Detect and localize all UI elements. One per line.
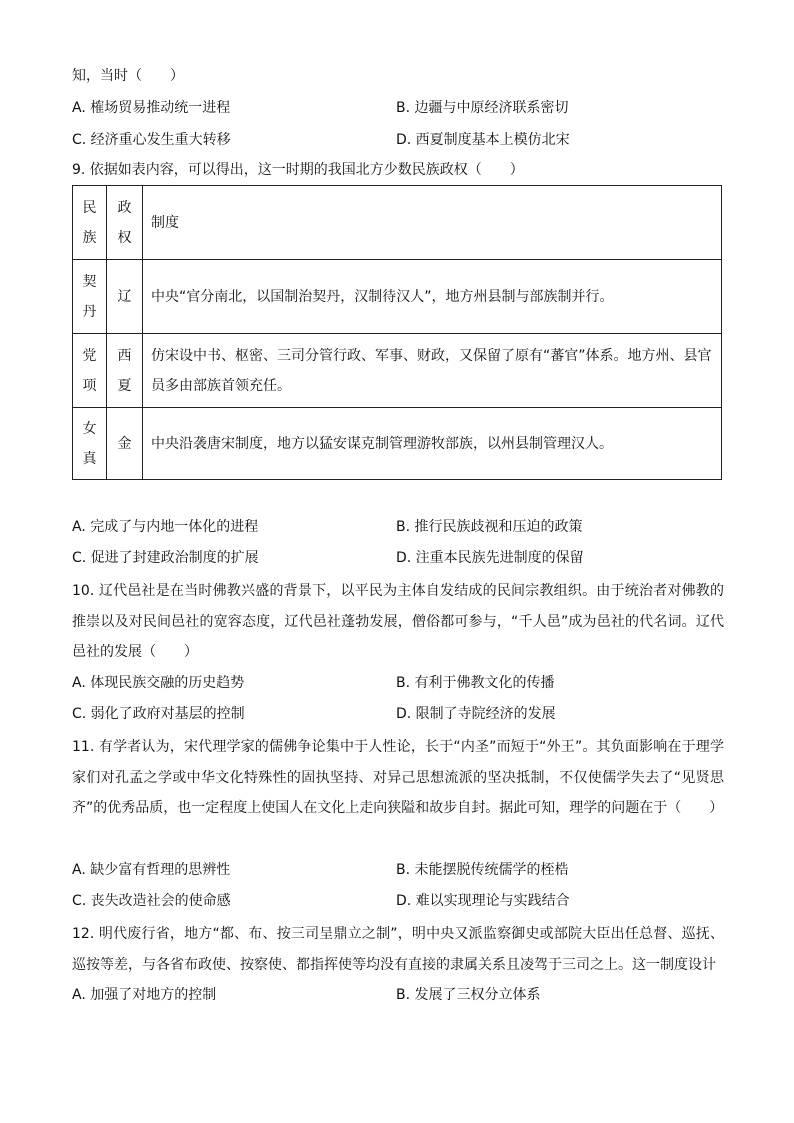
header-system: 制度 (143, 186, 722, 260)
header-regime: 政 权 (107, 186, 143, 260)
regime-cell: 辽 (107, 260, 143, 334)
q12-option-b: B. 发展了三权分立体系 (396, 987, 541, 1003)
q8-option-b: B. 边疆与中原经济联系密切 (396, 100, 569, 116)
q9-option-b: B. 推行民族歧视和压迫的政策 (396, 519, 583, 535)
system-cell: 中央沿袭唐宋制度，地方以猛安谋克制管理游牧部族，以州县制管理汉人。 (143, 408, 722, 480)
nation-cell: 女 真 (73, 408, 107, 480)
q11-option-d: D. 难以实现理论与实践结合 (396, 893, 570, 909)
q12-option-a: A. 加强了对地方的控制 (72, 987, 217, 1003)
q9-option-d: D. 注重本民族先进制度的保留 (396, 550, 584, 566)
q11-option-a: A. 缺少富有哲理的思辨性 (72, 862, 231, 878)
table-row (73, 408, 722, 480)
q8-option-c: C. 经济重心发生重大转移 (72, 132, 231, 148)
q8-option-d: D. 西夏制度基本上模仿北宋 (396, 132, 570, 148)
q9-stem: 9. 依据如表内容，可以得出，这一时期的我国北方少数民族政权（ ） (72, 162, 524, 178)
table-row (73, 260, 722, 334)
regime-cell: 西 夏 (107, 334, 143, 408)
q10-option-d: D. 限制了寺院经济的发展 (396, 706, 556, 722)
header-nation: 民 族 (73, 186, 107, 260)
nation-cell: 党 项 (73, 334, 107, 408)
q10-option-b: B. 有利于佛教文化的传播 (396, 675, 555, 691)
system-cell: 仿宋设中书、枢密、三司分管行政、军事、财政，又保留了原有“蕃官”体系。地方州、县官员多由部族首领充任。 (143, 334, 722, 408)
q12-stem: 12. 明代废行省，地方“都、布、按三司呈鼎立之制”，明中央又派监察御史或部院大臣出任总督、巡抚、巡按等差，与各省布政使、按察使、都指挥使等均没有直接的隶属关系且凌驾于三司之上。这一制度设计 (72, 926, 724, 973)
q9-option-a: A. 完成了与内地一体化的进程 (72, 519, 259, 535)
q8-option-a: A. 榷场贸易推动统一进程 (72, 100, 231, 116)
q10-option-a: A. 体现民族交融的历史趋势 (72, 675, 245, 691)
regime-cell: 金 (107, 408, 143, 480)
q8-stem-tail: 知，当时（ ） (72, 68, 184, 84)
q11-option-c: C. 丧失改造社会的使命感 (72, 893, 231, 909)
table-row (73, 334, 722, 408)
q10-stem: 10. 辽代邑社是在当时佛教兴盛的背景下，以平民为主体自发结成的民间宗教组织。由于统治者对佛教的推崇以及对民间邑社的宽容态度，辽代邑社蓬勃发展，僧俗都可参与，“千人邑”成为邑社的代名词。辽代邑社的发展（ ） (72, 583, 724, 660)
nation-cell: 契 丹 (73, 260, 107, 334)
table-header-row (73, 186, 722, 260)
q10-option-c: C. 弱化了政府对基层的控制 (72, 706, 245, 722)
system-cell: 中央“官分南北，以国制治契丹，汉制待汉人”，地方州县制与部族制并行。 (143, 260, 722, 334)
q11-option-b: B. 未能摆脱传统儒学的桎梏 (396, 862, 569, 878)
q11-stem: 11. 有学者认为，宋代理学家的儒佛争论集中于人性论，长于“内圣”而短于“外王”。其负面影响在于理学家们对孔孟之学或中华文化特殊性的固执坚持、对异己思想流派的坚决抵制，不仅使儒学失去了“见贤思齐”的优秀品质，也一定程度上使国人在文化上走向狭隘和故步自封。据此可知，理学的问题在于（ ） (72, 739, 724, 816)
q9-option-c: C. 促进了封建政治制度的扩展 (72, 550, 259, 566)
q9-table (72, 185, 722, 480)
